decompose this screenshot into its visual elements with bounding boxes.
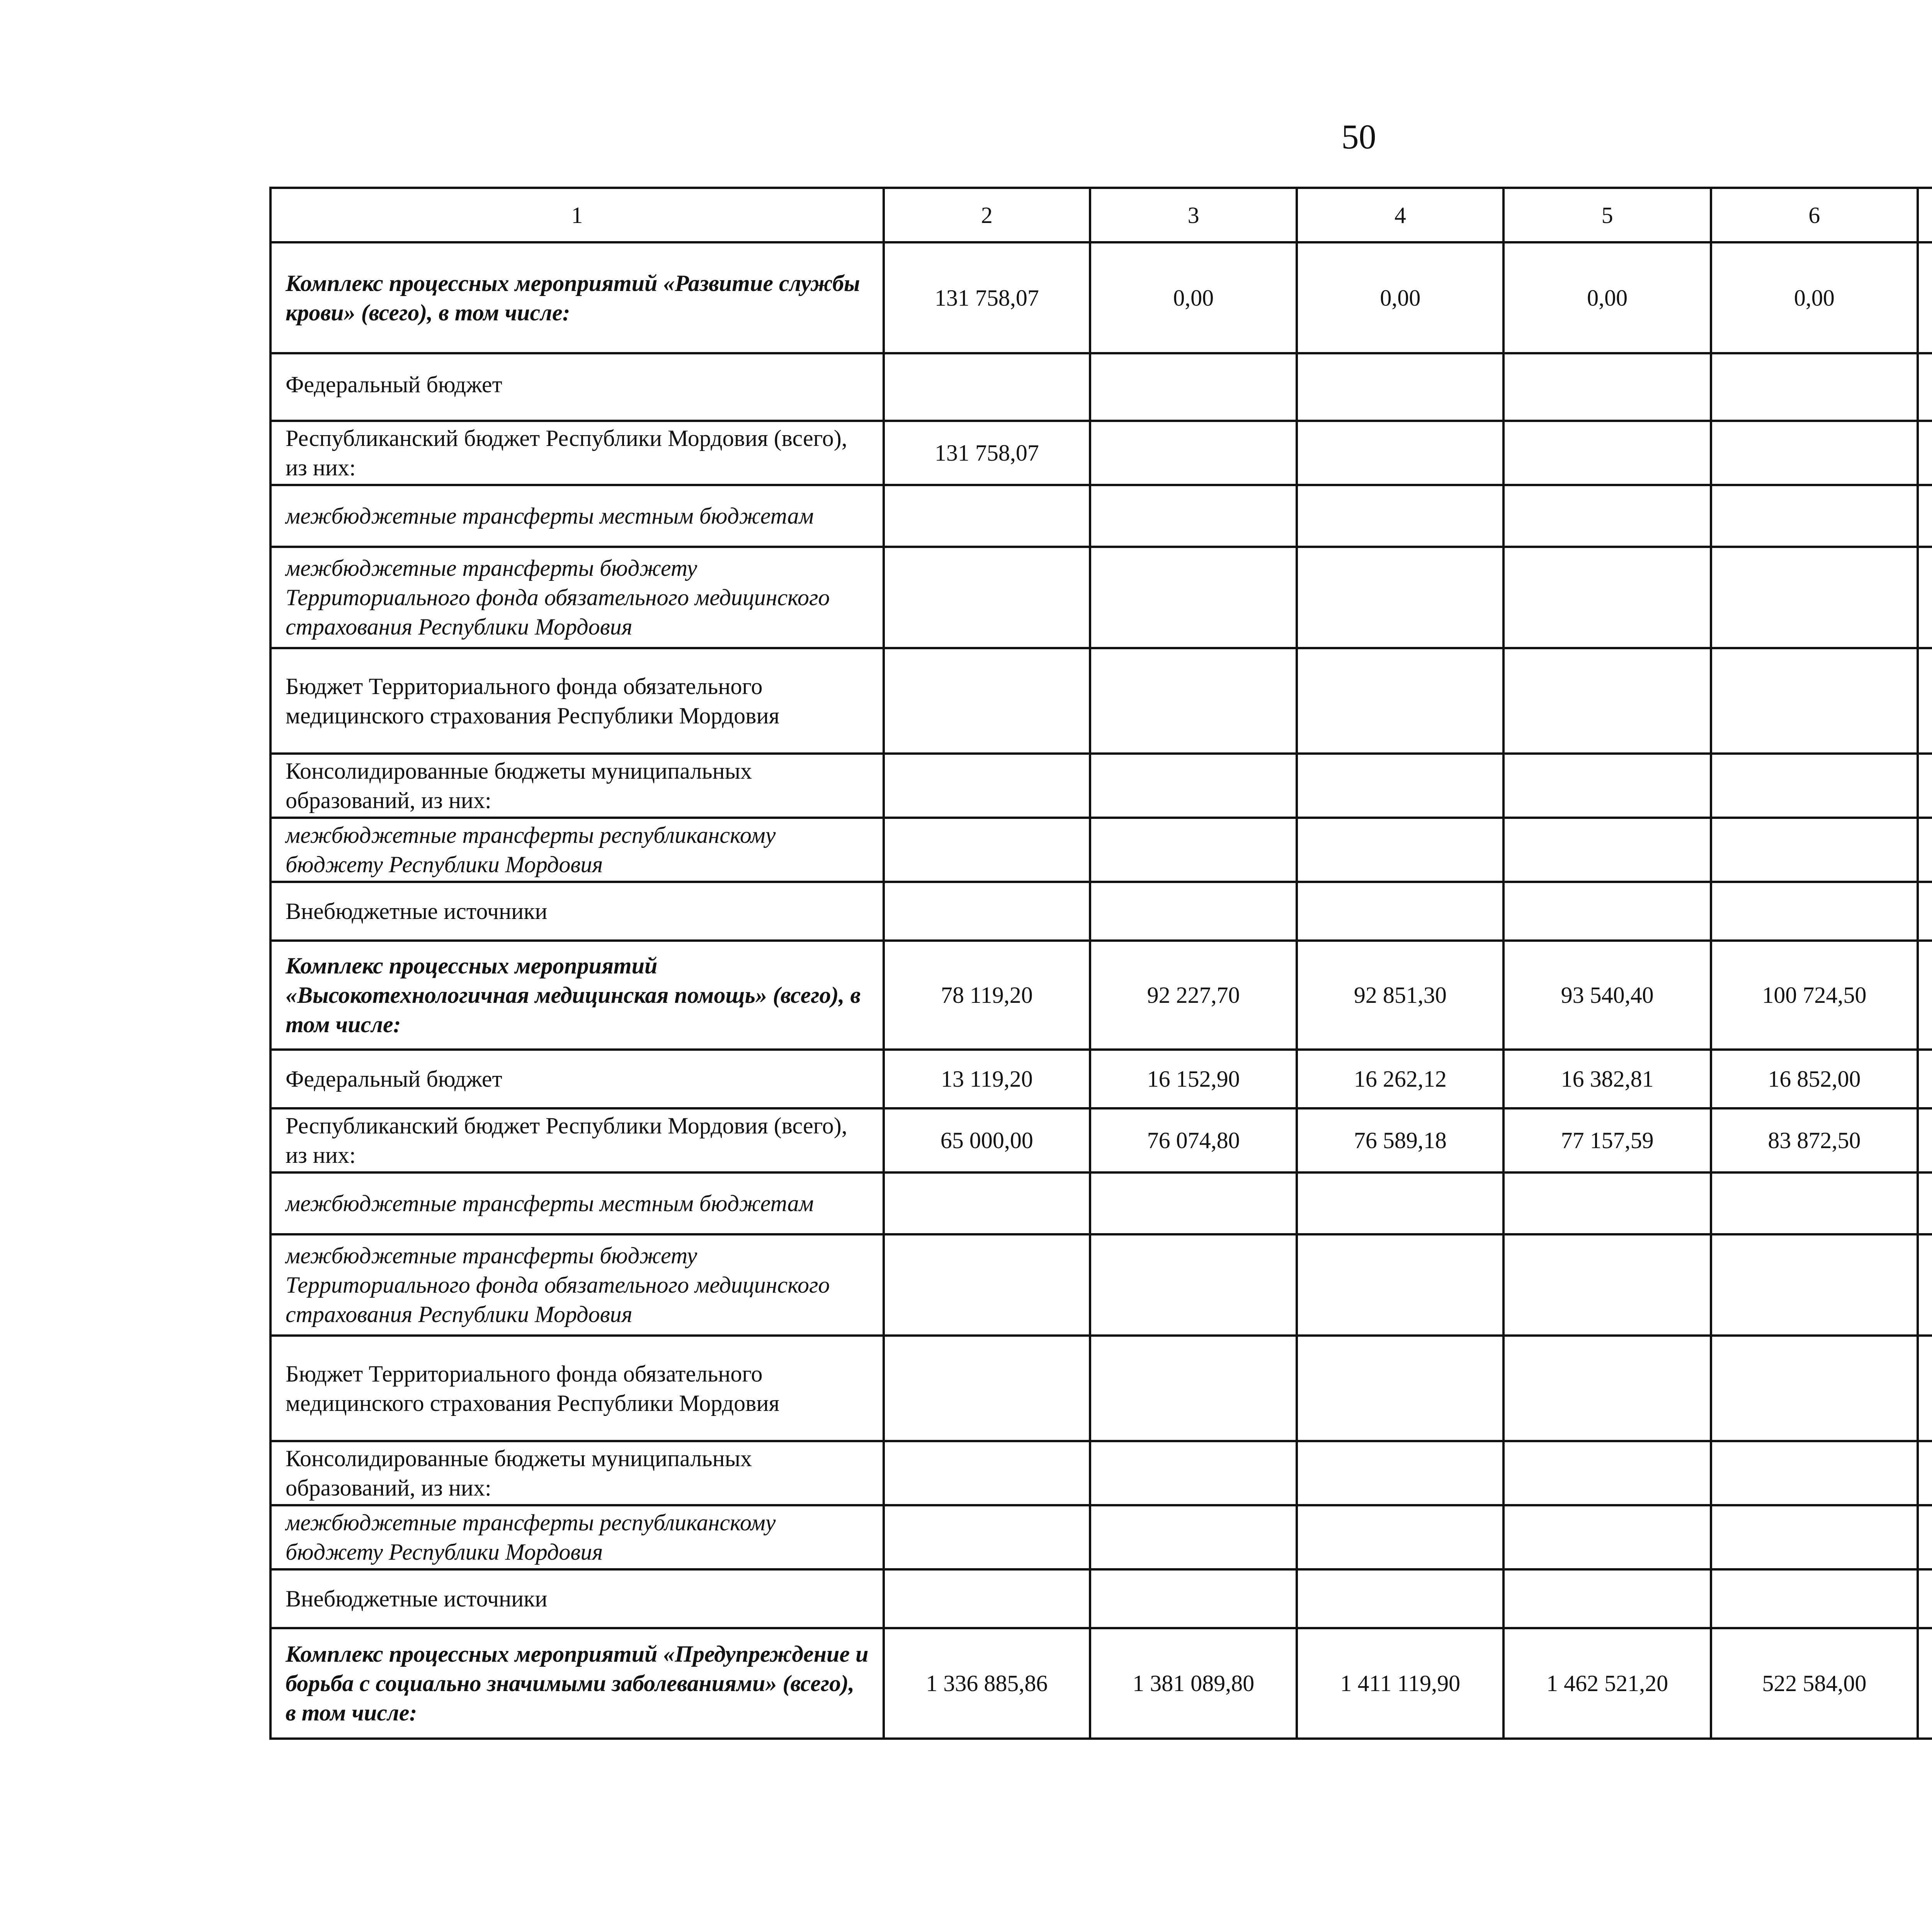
value-cell <box>1918 1172 1932 1234</box>
value-cell <box>1918 1569 1932 1628</box>
value-cell <box>1297 818 1503 882</box>
value-cell <box>1090 818 1297 882</box>
value-cell <box>1090 1569 1297 1628</box>
column-header: 4 <box>1297 188 1503 242</box>
table-row <box>270 941 1932 1050</box>
value-cell <box>1297 547 1503 648</box>
value-cell <box>1503 421 1711 485</box>
value-cell <box>1711 547 1918 648</box>
value-cell <box>1918 242 1932 353</box>
row-label: Республиканский бюджет Республики Мордовия (всего), из них: <box>270 1108 884 1172</box>
value-cell <box>1503 754 1711 818</box>
value-cell <box>1297 648 1503 754</box>
value-cell: 1 381 089,80 <box>1090 1628 1297 1739</box>
value-cell: 78 119,20 <box>884 941 1090 1050</box>
value-cell: 92 851,30 <box>1297 941 1503 1050</box>
value-cell <box>1503 353 1711 421</box>
value-cell <box>884 882 1090 941</box>
table-row <box>270 818 1932 882</box>
value-cell <box>1918 1336 1932 1441</box>
value-cell <box>1297 882 1503 941</box>
value-cell <box>1711 882 1918 941</box>
table-row <box>270 1628 1932 1739</box>
table-row <box>270 1108 1932 1172</box>
table-row <box>270 547 1932 648</box>
value-cell <box>1918 353 1932 421</box>
value-cell <box>884 1172 1090 1234</box>
value-cell <box>1918 1441 1932 1505</box>
value-cell <box>1297 1172 1503 1234</box>
value-cell <box>1090 882 1297 941</box>
row-label: Комплекс процессных мероприятий «Развитие службы крови» (всего), в том числе: <box>270 242 884 353</box>
budget-table <box>269 187 1932 1740</box>
value-cell <box>1918 547 1932 648</box>
table-row <box>270 1505 1932 1569</box>
row-label: межбюджетные трансферты республиканскому бюджету Республики Мордовия <box>270 1505 884 1569</box>
value-cell <box>1090 1336 1297 1441</box>
value-cell <box>1918 1505 1932 1569</box>
table-row <box>270 485 1932 547</box>
header-row <box>270 188 1932 242</box>
value-cell <box>1090 1172 1297 1234</box>
value-cell <box>1297 353 1503 421</box>
table-row <box>270 1569 1932 1628</box>
value-cell: 16 382,81 <box>1503 1050 1711 1108</box>
row-label: межбюджетные трансферты местным бюджетам <box>270 485 884 547</box>
row-label: межбюджетные трансферты бюджету Территориального фонда обязательного медицинского страхования Республики Мордовия <box>270 547 884 648</box>
value-cell <box>1711 648 1918 754</box>
value-cell <box>1918 1108 1932 1172</box>
value-cell <box>1297 485 1503 547</box>
value-cell <box>1503 1441 1711 1505</box>
value-cell <box>1503 1234 1711 1336</box>
value-cell <box>884 1234 1090 1336</box>
value-cell: 100 724,50 <box>1711 941 1918 1050</box>
row-label: Внебюджетные источники <box>270 882 884 941</box>
value-cell <box>1090 1505 1297 1569</box>
value-cell <box>884 485 1090 547</box>
value-cell: 0,00 <box>1711 242 1918 353</box>
value-cell: 16 852,00 <box>1711 1050 1918 1108</box>
value-cell <box>1711 485 1918 547</box>
value-cell: 1 462 521,20 <box>1503 1628 1711 1739</box>
value-cell <box>1297 1336 1503 1441</box>
value-cell <box>1711 1441 1918 1505</box>
value-cell <box>884 818 1090 882</box>
value-cell <box>1503 1569 1711 1628</box>
row-label: Комплекс процессных мероприятий «Предупреждение и борьба с социально значимыми заболеваниями» (всего), в том числе: <box>270 1628 884 1739</box>
value-cell <box>1503 818 1711 882</box>
value-cell <box>1090 648 1297 754</box>
value-cell <box>884 1569 1090 1628</box>
value-cell <box>1711 754 1918 818</box>
row-label: Федеральный бюджет <box>270 1050 884 1108</box>
value-cell <box>1090 353 1297 421</box>
value-cell <box>1090 754 1297 818</box>
row-label: Комплекс процессных мероприятий «Высокотехнологичная медицинская помощь» (всего), в том числе: <box>270 941 884 1050</box>
value-cell: 16 262,12 <box>1297 1050 1503 1108</box>
value-cell <box>1711 353 1918 421</box>
value-cell <box>1918 485 1932 547</box>
table-row <box>270 353 1932 421</box>
page-number: 50 <box>1341 118 1376 156</box>
table-row <box>270 1172 1932 1234</box>
value-cell <box>1090 547 1297 648</box>
value-cell: 131 758,07 <box>884 242 1090 353</box>
value-cell: 131 758,07 <box>884 421 1090 485</box>
value-cell: 522 584,00 <box>1711 1628 1918 1739</box>
value-cell <box>1503 1336 1711 1441</box>
value-cell <box>1918 882 1932 941</box>
value-cell: 76 074,80 <box>1090 1108 1297 1172</box>
value-cell <box>1503 1505 1711 1569</box>
row-label: Бюджет Территориального фонда обязательного медицинского страхования Республики Мордовия <box>270 648 884 754</box>
value-cell: 77 157,59 <box>1503 1108 1711 1172</box>
column-header: 2 <box>884 188 1090 242</box>
value-cell: 0,00 <box>1297 242 1503 353</box>
value-cell <box>1297 1441 1503 1505</box>
row-label: межбюджетные трансферты бюджету Территориального фонда обязательного медицинского страхования Республики Мордовия <box>270 1234 884 1336</box>
value-cell: 92 227,70 <box>1090 941 1297 1050</box>
column-header: 6 <box>1711 188 1918 242</box>
value-cell <box>1711 1336 1918 1441</box>
value-cell: 16 152,90 <box>1090 1050 1297 1108</box>
value-cell <box>1503 1172 1711 1234</box>
value-cell <box>1918 1234 1932 1336</box>
table-row <box>270 1441 1932 1505</box>
column-header: 1 <box>270 188 884 242</box>
value-cell <box>1918 818 1932 882</box>
value-cell: 76 589,18 <box>1297 1108 1503 1172</box>
value-cell <box>1503 882 1711 941</box>
value-cell <box>1090 1234 1297 1336</box>
value-cell <box>1711 1505 1918 1569</box>
value-cell <box>884 754 1090 818</box>
value-cell <box>1503 485 1711 547</box>
value-cell <box>1711 1569 1918 1628</box>
row-label: межбюджетные трансферты республиканскому бюджету Республики Мордовия <box>270 818 884 882</box>
value-cell: 0,00 <box>1503 242 1711 353</box>
value-cell <box>1297 1234 1503 1336</box>
table-row <box>270 648 1932 754</box>
column-header: 3 <box>1090 188 1297 242</box>
value-cell <box>1503 547 1711 648</box>
value-cell <box>1297 754 1503 818</box>
value-cell <box>1297 1505 1503 1569</box>
row-label: Бюджет Территориального фонда обязательного медицинского страхования Республики Мордовия <box>270 1336 884 1441</box>
value-cell <box>884 648 1090 754</box>
value-cell <box>884 1441 1090 1505</box>
value-cell <box>1090 421 1297 485</box>
value-cell <box>1918 648 1932 754</box>
value-cell <box>1918 941 1932 1050</box>
value-cell <box>884 1336 1090 1441</box>
value-cell <box>1090 485 1297 547</box>
value-cell <box>1918 754 1932 818</box>
value-cell: 93 540,40 <box>1503 941 1711 1050</box>
value-cell: 1 336 885,86 <box>884 1628 1090 1739</box>
table-row <box>270 882 1932 941</box>
table-row <box>270 421 1932 485</box>
value-cell: 13 119,20 <box>884 1050 1090 1108</box>
value-cell: 0,00 <box>1090 242 1297 353</box>
value-cell <box>1711 818 1918 882</box>
value-cell <box>1918 1050 1932 1108</box>
value-cell <box>1711 421 1918 485</box>
row-label: Внебюджетные источники <box>270 1569 884 1628</box>
value-cell: 65 000,00 <box>884 1108 1090 1172</box>
row-label: Республиканский бюджет Республики Мордовия (всего), из них: <box>270 421 884 485</box>
value-cell <box>1297 1569 1503 1628</box>
row-label: Консолидированные бюджеты муниципальных образований, из них: <box>270 1441 884 1505</box>
value-cell <box>1711 1172 1918 1234</box>
table-row <box>270 754 1932 818</box>
value-cell <box>1711 1234 1918 1336</box>
table-row <box>270 1234 1932 1336</box>
value-cell <box>1503 648 1711 754</box>
row-label: Консолидированные бюджеты муниципальных образований, из них: <box>270 754 884 818</box>
table-row <box>270 1336 1932 1441</box>
value-cell: 1 411 119,90 <box>1297 1628 1503 1739</box>
table-row <box>270 1050 1932 1108</box>
table-row <box>270 242 1932 353</box>
value-cell <box>1297 421 1503 485</box>
value-cell <box>1090 1441 1297 1505</box>
value-cell <box>1918 1628 1932 1739</box>
row-label: межбюджетные трансферты местным бюджетам <box>270 1172 884 1234</box>
column-header <box>1918 188 1932 242</box>
value-cell <box>1918 421 1932 485</box>
column-header: 5 <box>1503 188 1711 242</box>
value-cell <box>884 353 1090 421</box>
value-cell: 83 872,50 <box>1711 1108 1918 1172</box>
row-label: Федеральный бюджет <box>270 353 884 421</box>
value-cell <box>884 547 1090 648</box>
value-cell <box>884 1505 1090 1569</box>
